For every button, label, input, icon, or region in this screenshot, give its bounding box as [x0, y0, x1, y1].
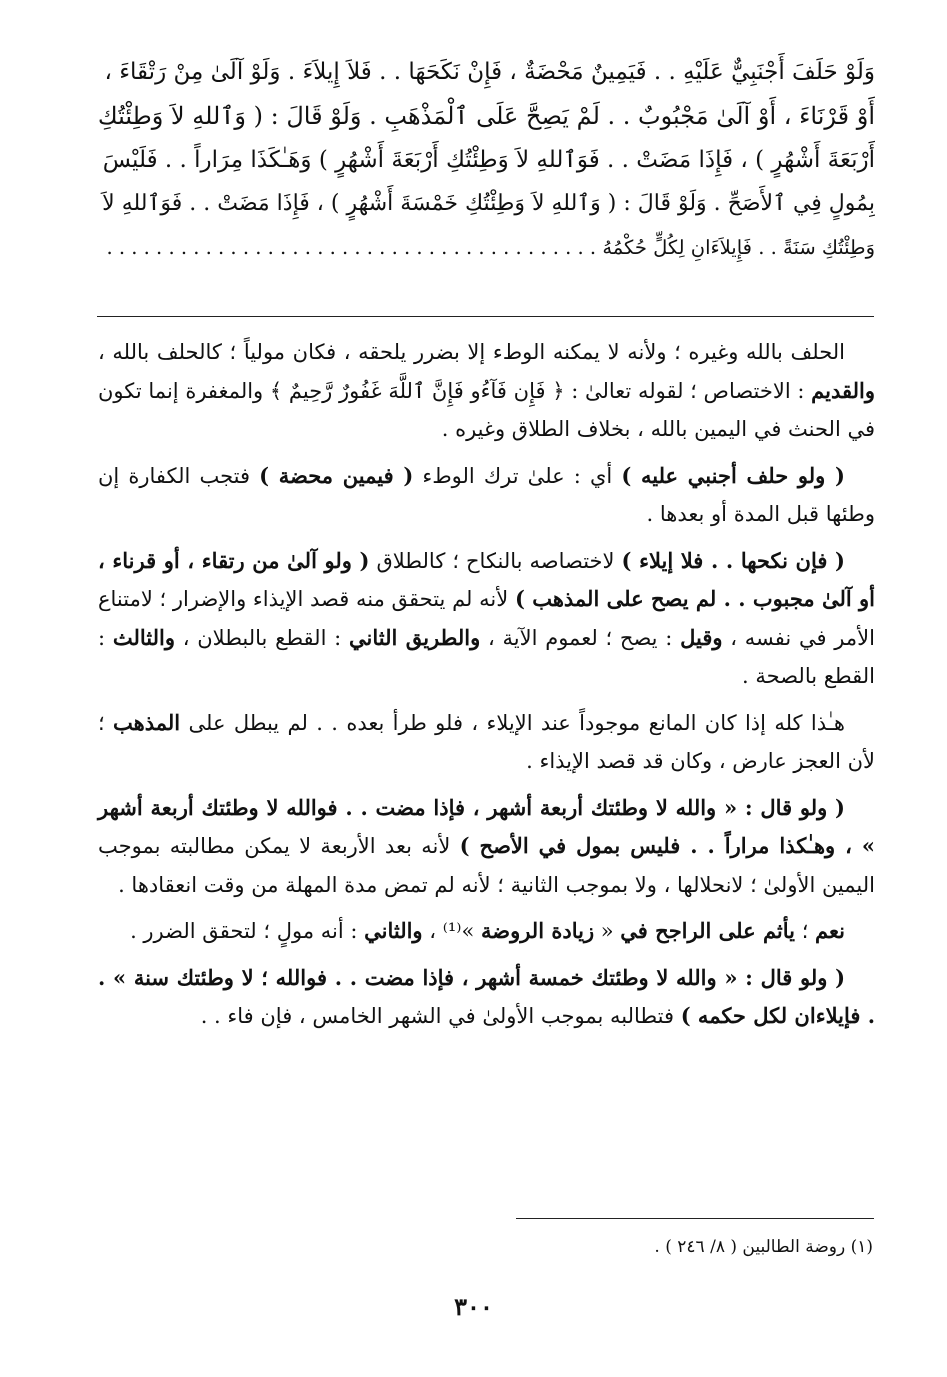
commentary-paragraph: [98, 704, 875, 781]
commentary-text: فتجب الكفارة إن وطئها قبل المدة أو بعدها .: [98, 463, 875, 526]
commentary-text: أي : علىٰ ترك الوطء: [413, 463, 622, 488]
commentary-paragraph: [98, 542, 875, 696]
commentary-text: : الاختصاص ؛ لقوله تعالىٰ : ﴿ فَإِن فَآءُو فَإِنَّ ٱللَّهَ غَفُورٌ رَّحِيمٌ ﴾ والمغفرة إنما تكون في الحنث في اليمين بالله ، بخلاف الطلاق وغيره .: [98, 378, 875, 441]
quoted-main-text: ( ولو حلف أجنبي عليه ): [621, 462, 845, 488]
quoted-main-text: والثاني: [364, 918, 423, 943]
quoted-main-text: يأثم على الراجح في: [620, 918, 796, 943]
commentary-text: ؛ لأن العجز عارض ، وكان قد قصد الإيذاء .: [98, 710, 875, 773]
page-number: ٣٠٠: [454, 1292, 493, 1321]
commentary-paragraph: [98, 912, 875, 951]
quoted-main-text: نعم: [815, 918, 845, 943]
main-text-line: بِمُولٍ فِي ٱلأَصَحِّ . وَلَوْ قَالَ : ( وَٱللهِ لاَ وَطِئْتُكِ خَمْسَةَ أَشْهُرٍ ) ، فَإِذَا مَضَتْ . . فَوَٱللهِ لاَ: [102, 191, 875, 216]
quoted-main-text: ( ولو قال : « والله لا وطئتك أربعة أشهر ، فإذا مضت . . فوالله لا وطئتك أربعة أشهر » ، وهـٰكذا مراراً . . فليس بمول في الأصح ): [98, 794, 875, 858]
quoted-main-text: ( ولو آلىٰ من رتقاء ، أو قرناء ، أو آلىٰ مجبوب . . لم يصح على المذهب ): [98, 547, 875, 611]
commentary-paragraph: [98, 789, 875, 905]
main-text-line: وَطِئْتُكِ سَنَةً . . فَإِيلاَءَانِ لِكُلٍّ حُكْمُهُ . . . . . . . . . . . . . . . . . . . . . . . . . . . . . . . . . . . . . . . .: [106, 236, 875, 259]
commentary-text: لأنه لم يتحقق منه قصد الإيذاء والإضرار ؛ لامتناع الأمر في نفسه ،: [98, 587, 875, 650]
commentary-text: : القطع بالصحة .: [98, 625, 875, 688]
commentary-text: فتطالبه بموجب الأولىٰ في الشهر الخامس ، فإن فاء . .: [200, 1004, 681, 1028]
quoted-main-text: وقيل: [680, 624, 723, 650]
commentary-text: الحلف بالله وغيره ؛ ولأنه لا يمكنه الوطء إلا بضرر يلحقه ، فكان مولياً ؛ كالحلف بالله ،: [98, 340, 845, 364]
commentary-text: »⁽¹⁾ ،: [422, 919, 481, 943]
main-text-line: وَلَوْ حَلَفَ أَجْنَبِيٌّ عَلَيْهِ . . فَيَمِينٌ مَحْضَةٌ ، فَإِنْ نَكَحَهَا . . فَلاَ إِيلاَءَ . وَلَوْ آلَىٰ مِنْ رَتْقَاءَ ،: [104, 59, 875, 85]
commentary-text: : أنه مولٍ ؛ لتحقق الضرر .: [130, 919, 365, 943]
quoted-main-text: زيادة الروضة: [480, 918, 595, 943]
footnote: (١) روضة الطالبين ( ٨/ ٢٤٦ ) .: [654, 1237, 873, 1257]
commentary-text: لاختصاصه بالنكاح ؛ كالطلاق: [369, 548, 622, 573]
commentary-text: ؛: [795, 919, 816, 943]
quoted-main-text: المذهب: [113, 709, 181, 735]
commentary-text: لأنه بعد الأربعة لا يمكن مطالبته بموجب اليمين الأولىٰ ؛ لانحلالها ، ولا بموجب الثانية ؛ لأنه لم تمض مدة المهلة من وقت انعقادها .: [98, 834, 875, 897]
quoted-main-text: ( فيمين محضة ): [259, 462, 414, 488]
commentary-text: : يصح ؛ لعموم الآية ،: [480, 625, 681, 650]
quoted-main-text: والثالث: [112, 624, 175, 650]
commentary-text: : القطع بالبطلان ،: [174, 625, 349, 650]
quoted-main-text: ( ولو قال : « والله لا وطئتك خمسة أشهر ، فإذا مضت . . فوالله ؛ لا وطئتك سنة » . . فإيلاءان لكل حكمه ): [98, 964, 875, 1028]
commentary-text: «: [594, 919, 621, 943]
main-text-line: أَوْ قَرْنَاءَ ، أَوْ آلَىٰ مَجْبُوبٌ . . لَمْ يَصِحَّ عَلَى ٱلْمَذْهَبِ . وَلَوْ قَالَ : ( وَٱللهِ لاَ وَطِئْتُكِ: [98, 102, 875, 130]
quoted-main-text: والطريق الثاني: [349, 624, 481, 650]
quoted-main-text: والقديم: [811, 377, 875, 403]
main-text-line: أَرْبَعَةَ أَشْهُرٍ ) ، فَإِذَا مَضَتْ . . فَوَٱللهِ لاَ وَطِئْتُكِ أَرْبَعَةَ أَشْهُرٍ ) وَهَـٰكَذَا مِرَاراً . . فَلَيْسَ: [102, 147, 875, 173]
commentary-paragraph: [98, 959, 875, 1036]
main-divider: [97, 316, 874, 317]
main-text: [98, 50, 875, 270]
commentary-paragraph: [98, 457, 875, 534]
commentary: [98, 333, 875, 1044]
footnote-divider: [516, 1218, 874, 1219]
quoted-main-text: ( فإن نكحها . . فلا إيلاء ): [621, 547, 845, 573]
commentary-text: هـٰذا كله إذا كان المانع موجوداً عند الإيلاء ، فلو طرأ بعده . . لم يبطل على: [180, 710, 845, 735]
commentary-paragraph: [98, 333, 875, 449]
